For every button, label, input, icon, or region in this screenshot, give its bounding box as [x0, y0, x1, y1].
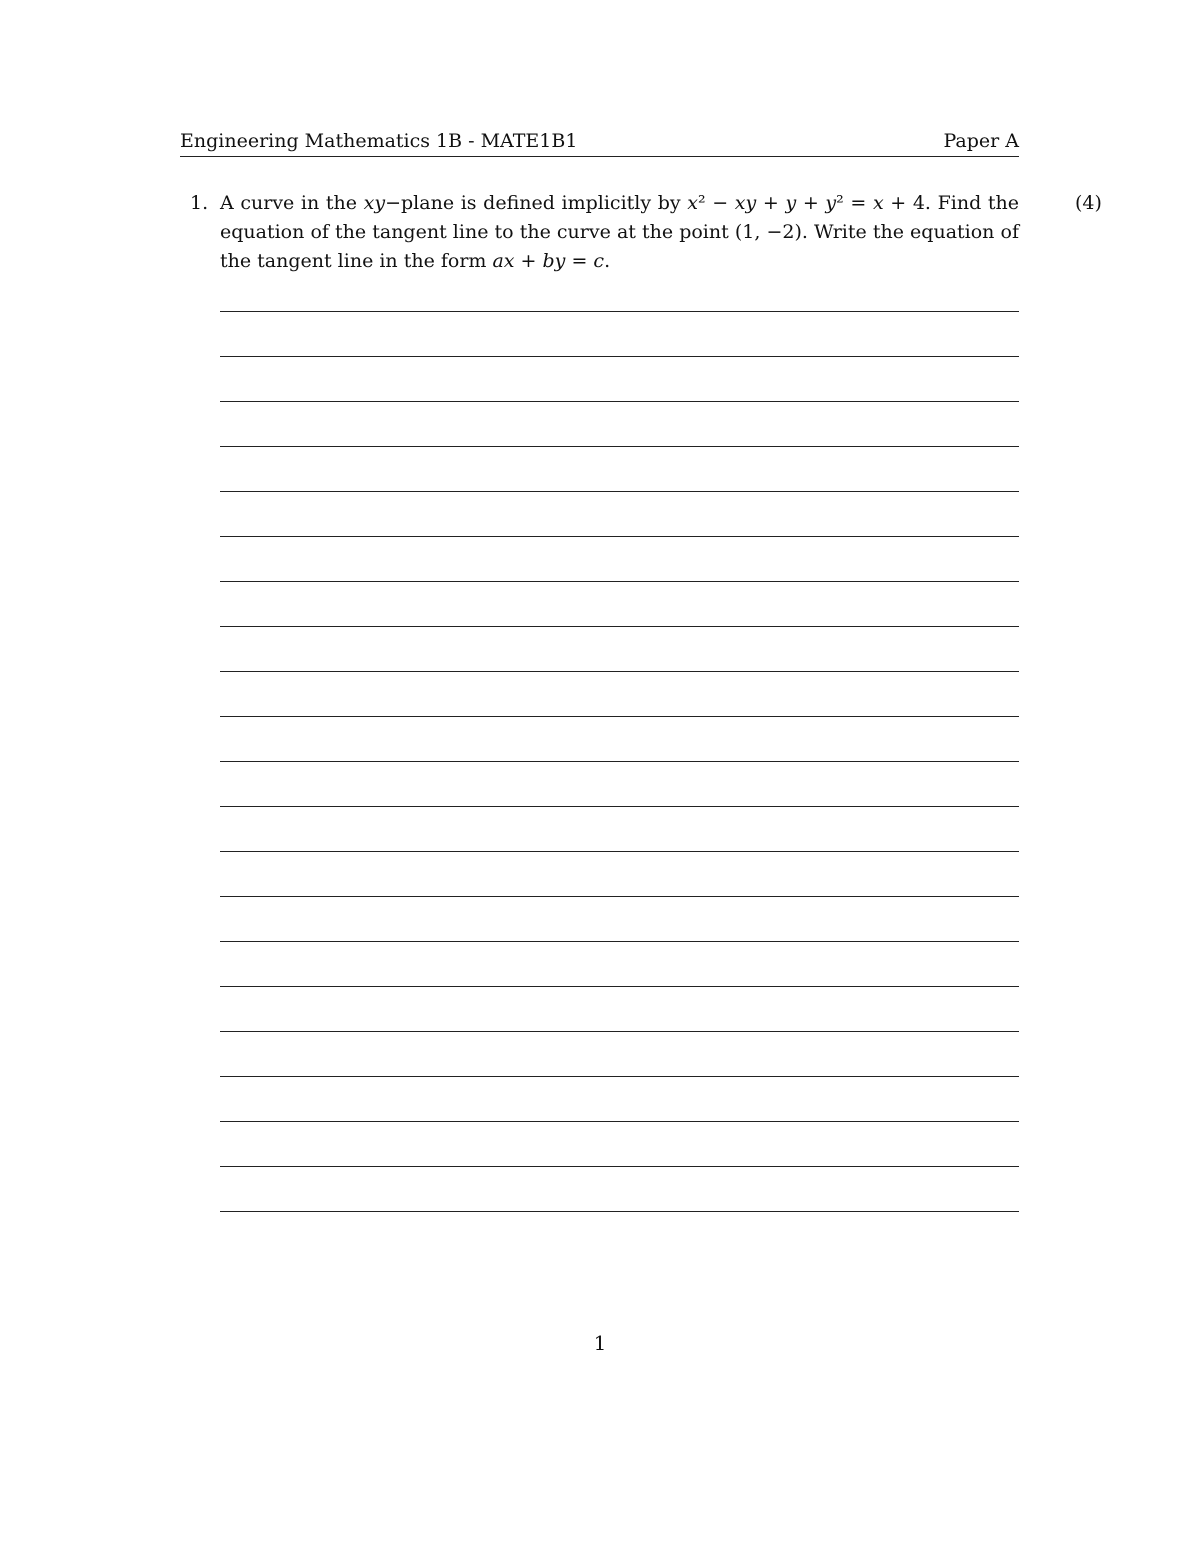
answer-line[interactable] [220, 626, 1019, 627]
answer-line[interactable] [220, 581, 1019, 582]
answer-line[interactable] [220, 446, 1019, 447]
answer-line[interactable] [220, 491, 1019, 492]
answer-line[interactable] [220, 806, 1019, 807]
answer-line[interactable] [220, 536, 1019, 537]
answer-line[interactable] [220, 1211, 1019, 1212]
question-number: 1. [190, 192, 209, 214]
answer-line[interactable] [220, 1076, 1019, 1077]
answer-line[interactable] [220, 311, 1019, 312]
paper-label: Paper A [943, 130, 1019, 152]
answer-line[interactable] [220, 1121, 1019, 1122]
answer-line[interactable] [220, 761, 1019, 762]
course-title: Engineering Mathematics 1B - MATE1B1 [180, 130, 578, 152]
answer-line[interactable] [220, 896, 1019, 897]
answer-line[interactable] [220, 986, 1019, 987]
answer-line[interactable] [220, 401, 1019, 402]
question-marks: (4) [1075, 192, 1102, 214]
answer-line[interactable] [220, 356, 1019, 357]
answer-line[interactable] [220, 716, 1019, 717]
answer-line[interactable] [220, 671, 1019, 672]
answer-line[interactable] [220, 1166, 1019, 1167]
page-number: 1 [593, 1331, 607, 1355]
page-header [180, 128, 1019, 157]
answer-line[interactable] [220, 941, 1019, 942]
question-text: A curve in the xy−plane is defined implicitly by x² − xy + y + y² = x + 4. Find the equation of the tangent line to the curve at the point (1, −2). Write the equation of the tangent line in the form ax + by = c. [220, 192, 1020, 272]
answer-line[interactable] [220, 851, 1019, 852]
answer-line[interactable] [220, 1031, 1019, 1032]
